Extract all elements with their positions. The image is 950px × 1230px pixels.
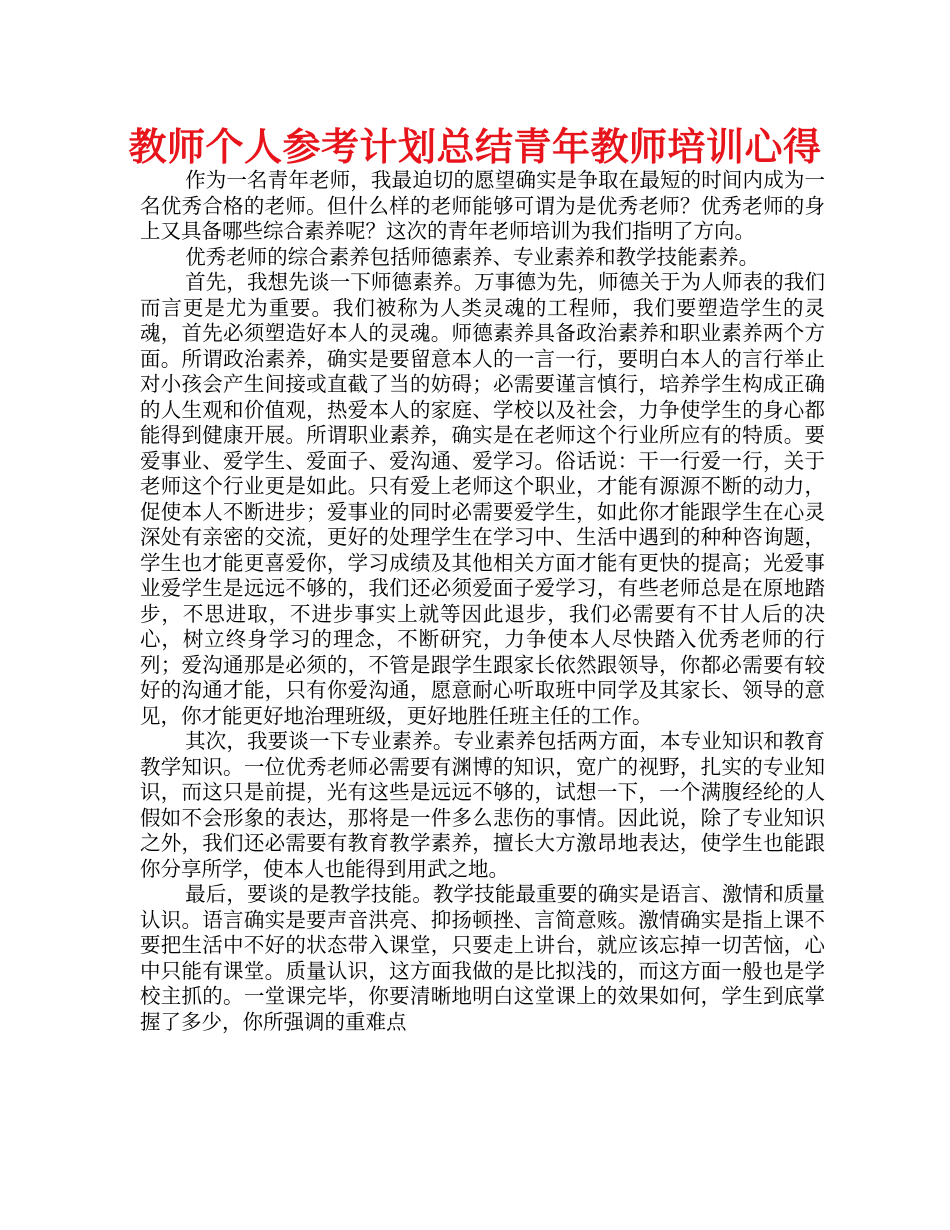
paragraph-ethics: 首先，我想先谈一下师德素养。万事德为先，师德关于为人师表的我们而言更是尤为重要。我们被称为人类灵魂的工程师，我们要塑造学生的灵魂，首先必须塑造好本人的灵魂。师德素养具备政治素养和职业素养两个方面。所谓政治素养，确实是要留意本人的一言一行，要明白本人的言行举止对小孩会产生间接或直截了当的妨碍；必需要谨言慎行，培养学生构成正确的人生观和价值观，热爱本人的家庭、学校以及社会，力争使学生的身心都能得到健康开展。所谓职业素养，确实是在老师这个行业所应有的特质。要爱事业、爱学生、爱面子、爱沟通、爱学习。俗话说：干一行爱一行，关于老师这个行业更是如此。只有爱上老师这个职业，才能有源源不断的动力，促使本人不断进步；爱事业的同时必需要爱学生，如此你才能跟学生在心灵深处有亲密的交流，更好的处理学生在学习中、生活中遇到的种种咨询题，学生也才能更喜爱你，学习成绩及其他相关方面才能有更快的提高；光爱事业爱学生是远远不够的，我们还必须爱面子爱学习，有些老师总是在原地踏步，不思进取，不进步事实上就等因此退步，我们必需要有不甘人后的决心，树立终身学习的理念，不断研究，力争使本人尽快踏入优秀老师的行列；爱沟通那是必须的，不管是跟学生跟家长依然跟领导，你都必需要有较好的沟通才能，只有你爱沟通，愿意耐心听取班中同学及其家长、领导的意见，你才能更好地治理班级，更好地胜任班主任的工作。 (140, 270, 825, 728)
document-body (140, 168, 825, 1035)
document-title: 教师个人参考计划总结青年教师培训心得 (128, 124, 822, 169)
paragraph-professional: 其次，我要谈一下专业素养。专业素养包括两方面，本专业知识和教育教学知识。一位优秀老师必需要有渊博的知识，宽广的视野，扎实的专业知识，而这只是前提，光有这些是远远不够的，试想一下，一个满腹经纶的人假如不会形象的表达，那将是一件多么悲伤的事情。因此说，除了专业知识之外，我们还必需要有教育教学素养，擅长大方激昂地表达，使学生也能跟你分享所学，使本人也能得到用武之地。 (140, 729, 825, 881)
paragraph-overview: 优秀老师的综合素养包括师德素养、专业素养和教学技能素养。 (185, 244, 760, 269)
paragraph-teaching-skills: 最后，要谈的是教学技能。教学技能最重要的确实是语言、激情和质量认识。语言确实是要声音洪亮、抑扬顿挫、言简意赅。激情确实是指上课不要把生活中不好的状态带入课堂，只要走上讲台，就应该忘掉一切苦恼，心中只能有课堂。质量认识，这方面我做的是比拟浅的，而这方面一般也是学校主抓的。一堂课完毕，你要清晰地明白这堂课上的效果如何，学生到底掌握了多少，你所强调的重难点 (140, 882, 825, 1034)
paragraph-intro: 作为一名青年老师，我最迫切的愿望确实是争取在最短的时间内成为一名优秀合格的老师。但什么样的老师能够可谓为是优秀老师？优秀老师的身上又具备哪些综合素养呢？这次的青年老师培训为我们指明了方向。 (140, 168, 825, 243)
